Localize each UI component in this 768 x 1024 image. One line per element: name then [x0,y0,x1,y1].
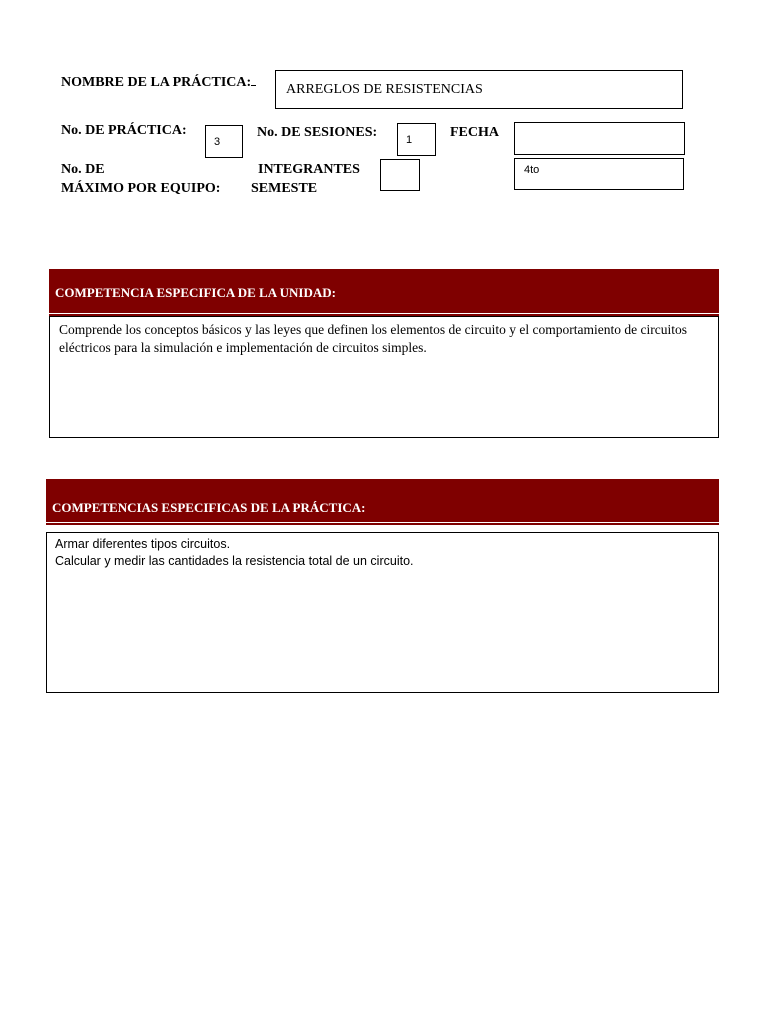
practice-name-field[interactable] [275,70,683,109]
sessions-field[interactable] [397,123,436,156]
unit-competence-box [49,316,719,438]
underline-mark [251,71,256,86]
semester-field[interactable] [514,158,684,190]
members-label-line2: MÁXIMO POR EQUIPO: [61,181,221,196]
sessions-label: No. DE SESIONES: [257,125,378,140]
members-value [381,160,419,170]
practice-competences-content [47,533,718,573]
members-label-line1: No. DE [61,162,105,177]
members-field[interactable] [380,159,420,191]
practice-competence-line-1: Armar diferentes tipos circuitos. [55,537,231,551]
practice-competences-header [46,479,719,522]
practice-number-label: No. DE PRÁCTICA: [61,123,187,138]
practice-competences-box [46,532,719,693]
practice-number-field[interactable] [205,125,243,158]
unit-competence-header [49,269,719,313]
practice-competence-line-2: Calcular y medir las cantidades la resistencia total de un circuito. [55,554,414,568]
practice-competences-title: COMPETENCIAS ESPECIFICAS DE LA PRÁCTICA: [52,500,366,515]
practice-number-value: 3 [214,136,221,148]
practice-competences-divider [46,523,719,525]
date-label: FECHA [450,125,499,140]
practice-name-label: NOMBRE DE LA PRÁCTICA: [61,71,256,92]
date-field[interactable] [514,122,685,155]
sessions-value: 1 [406,134,413,146]
semester-value: 4to [524,164,540,176]
semester-label: SEMESTE [251,181,318,196]
date-value [515,123,684,133]
members-word: INTEGRANTES [258,162,360,177]
practice-name-value: ARREGLOS DE RESISTENCIAS [286,82,483,97]
unit-competence-text: Comprende los conceptos básicos y las leyes que definen los elementos de circuito y el comportamiento de circuitos eléctricos para la simulación e implementación de circuitos simples. [59,322,687,355]
unit-competence-title: COMPETENCIA ESPECIFICA DE LA UNIDAD: [55,285,336,300]
